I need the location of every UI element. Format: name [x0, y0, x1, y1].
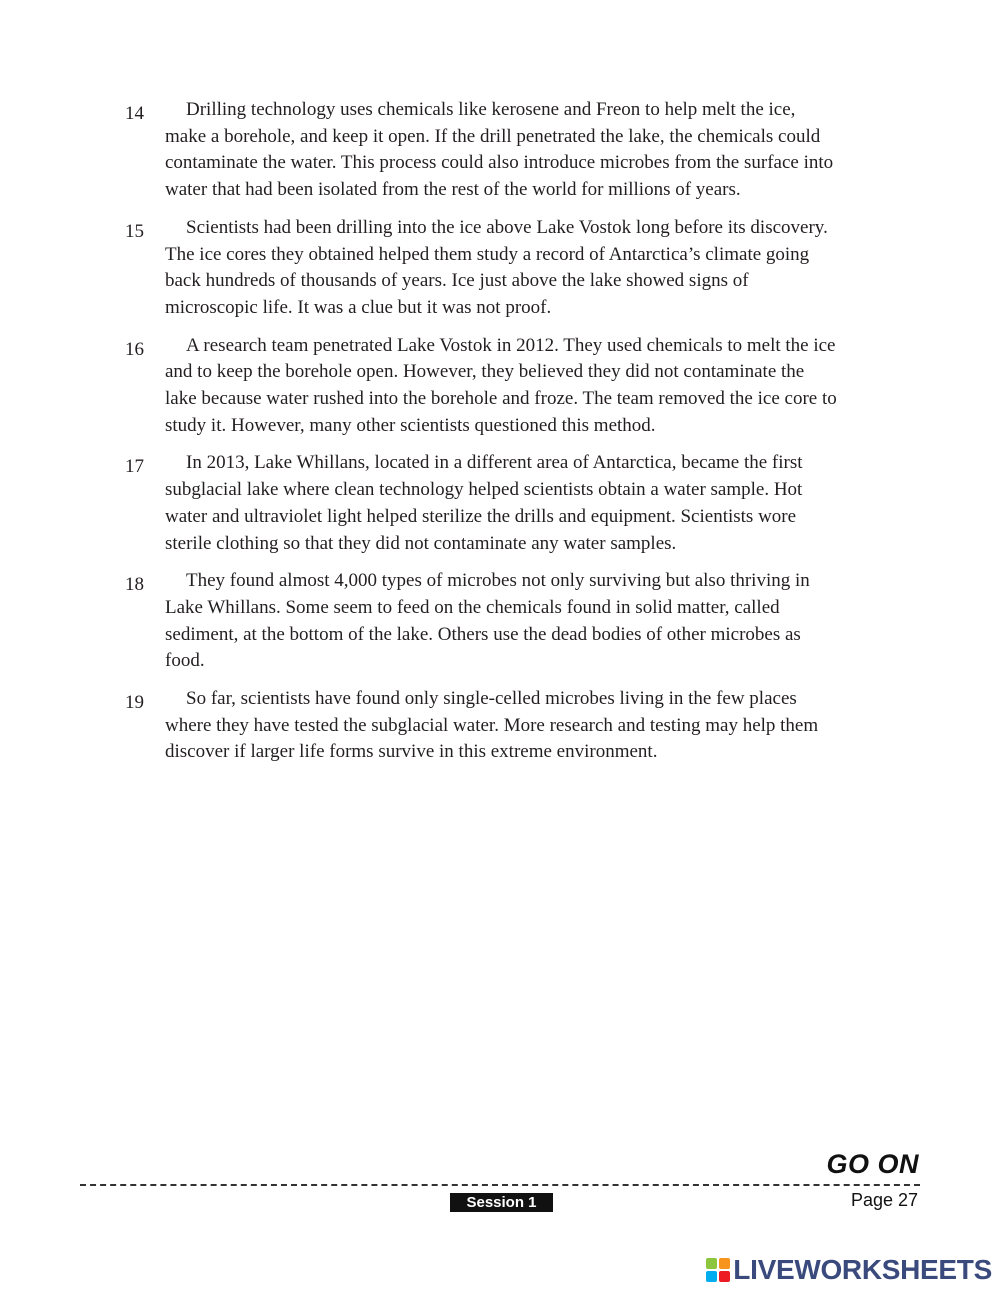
paragraph-number: 15 [125, 220, 144, 242]
paragraph-18 [0, 568, 1000, 675]
paragraph-text: So far, scientists have found only single-celled microbes living in the few places where they have tested the subglacial water. More research and testing may help them discover if larger life forms survive in this extreme environment. [165, 688, 819, 763]
paragraph-number: 19 [125, 692, 144, 714]
paragraph-number: 18 [125, 574, 144, 596]
paragraph-15 [0, 215, 1000, 322]
paragraph-number: 14 [125, 103, 144, 124]
paragraph-text: A research team penetrated Lake Vostok in 2012. They used chemicals to melt the ice and to keep the borehole open. However, they believed they did not contaminate the lake because water rushed into the borehole and froze. The team removed the ice core to study it. However, many other scientists questioned this method. [165, 334, 837, 436]
liveworksheets-logo-icon [706, 1258, 730, 1282]
paragraph-text: In 2013, Lake Whillans, located in a different area of Antarctica, became the first subglacial lake where clean technology helped scientists obtain a water sample. Hot water and ultraviolet light helped sterilize the drills and equipment. Scientists wore sterile clothing so that they did not contaminate any water samples. [165, 452, 803, 554]
paragraph-text: Drilling technology uses chemicals like kerosene and Freon to help melt the ice, make a borehole, and keep it open. If the drill penetrated the lake, the chemicals could contaminate the water. This process could also introduce microbes from the surface into water that had been isolated from the rest of the world for millions of years. [165, 99, 834, 201]
paragraph-number: 16 [125, 338, 144, 360]
paragraph-19 [0, 686, 1000, 766]
paragraph-16 [0, 333, 1000, 440]
logo-square-3 [706, 1271, 717, 1282]
brand-name: LIVEWORKSHEETS [733, 1254, 992, 1285]
logo-square-2 [719, 1258, 730, 1269]
session-badge: Session 1 [450, 1193, 553, 1212]
paragraph-text: Scientists had been drilling into the ice above Lake Vostok long before its discovery. The ice cores they obtained helped them study a record of Antarctica’s climate going back hundreds of thousands of years. Ice just above the lake showed signs of microscopic life. It was a clue but it was not proof. [165, 216, 828, 318]
page-number: Page 27 [850, 1190, 918, 1210]
paragraph-14 [0, 97, 1000, 204]
passage [0, 97, 1000, 777]
paragraph-text: They found almost 4,000 types of microbes not only surviving but also thriving in Lake Whillans. Some seem to feed on the chemicals found in solid matter, called sediment, at the bottom of the lake. Others use the dead bodies of other microbes as food. [165, 570, 810, 672]
dashed-divider [80, 1184, 920, 1186]
logo-square-1 [706, 1258, 717, 1269]
logo-square-4 [719, 1271, 730, 1282]
paragraph-17 [0, 450, 1000, 557]
liveworksheets-brand[interactable] [706, 1254, 992, 1286]
go-on-label: GO ON [826, 1149, 919, 1179]
paragraph-number: 17 [125, 456, 144, 478]
